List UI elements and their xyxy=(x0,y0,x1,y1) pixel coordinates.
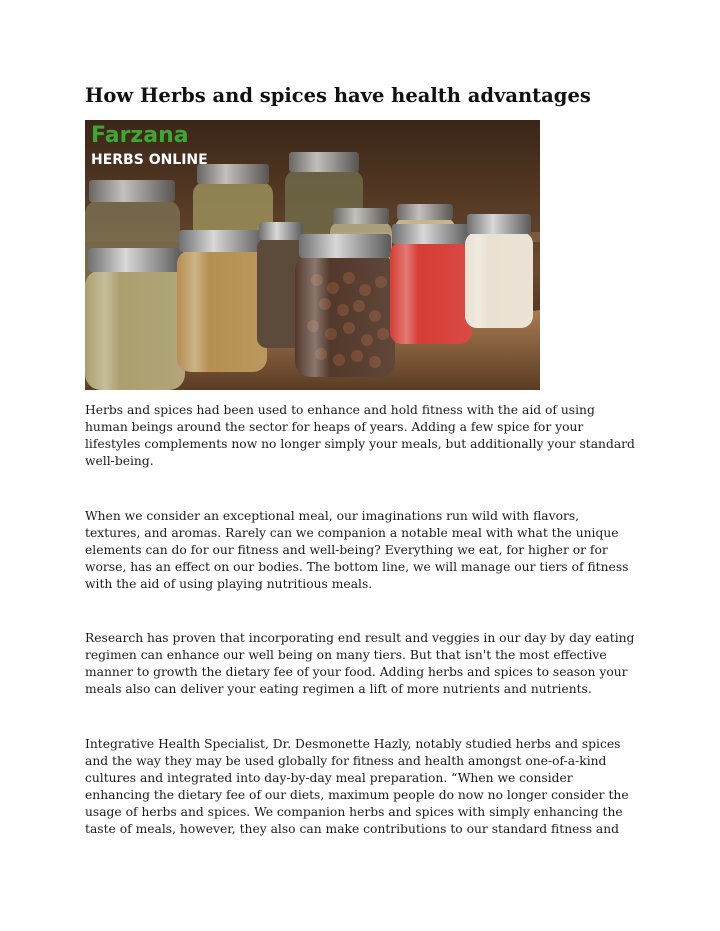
brand-logo-name: Farzana xyxy=(91,123,189,148)
spice-jars-photo xyxy=(85,120,540,390)
brand-logo-tagline: HERBS ONLINE xyxy=(91,152,208,168)
page-title: How Herbs and spices have health advantages xyxy=(85,84,591,107)
paragraph-2: When we consider an exceptional meal, our imaginations run wild with flavors, textures, and aromas. Rarely can we companion a notable meal with what the unique elements can do for our fitness and well-being? Everything we eat, for higher or for worse, has an effect on our bodies. The bottom line, we will manage our tiers of fitness with the aid of using playing nutritious meals. xyxy=(85,509,629,592)
paragraph-1: Herbs and spices had been used to enhance and hold fitness with the aid of using human beings around the sector for heaps of years. Adding a few spice for your lifestyles complements now no longer simply your meals, but additionally your standard well-being. xyxy=(85,403,635,469)
paragraph-4: Integrative Health Specialist, Dr. Desmonette Hazly, notably studied herbs and spices and the way they may be used globally for fitness and health amongst one-of-a-kind cultures and integrated into day-by-day meal preparation. “When we consider enhancing the dietary fee of our diets, maximum people do now no longer consider the usage of herbs and spices. We companion herbs and spices with simply enhancing the taste of meals, however, they also can make contributions to our standard fitness and xyxy=(85,737,629,837)
spice-jars-illustration xyxy=(85,120,540,390)
paragraph-3: Research has proven that incorporating end result and veggies in our day by day eating regimen can enhance our well being on many tiers. But that isn't the most effective manner to growth the dietary fee of your food. Adding herbs and spices to season your meals also can deliver your eating regimen a lift of more nutrients and nutrients. xyxy=(85,631,635,697)
